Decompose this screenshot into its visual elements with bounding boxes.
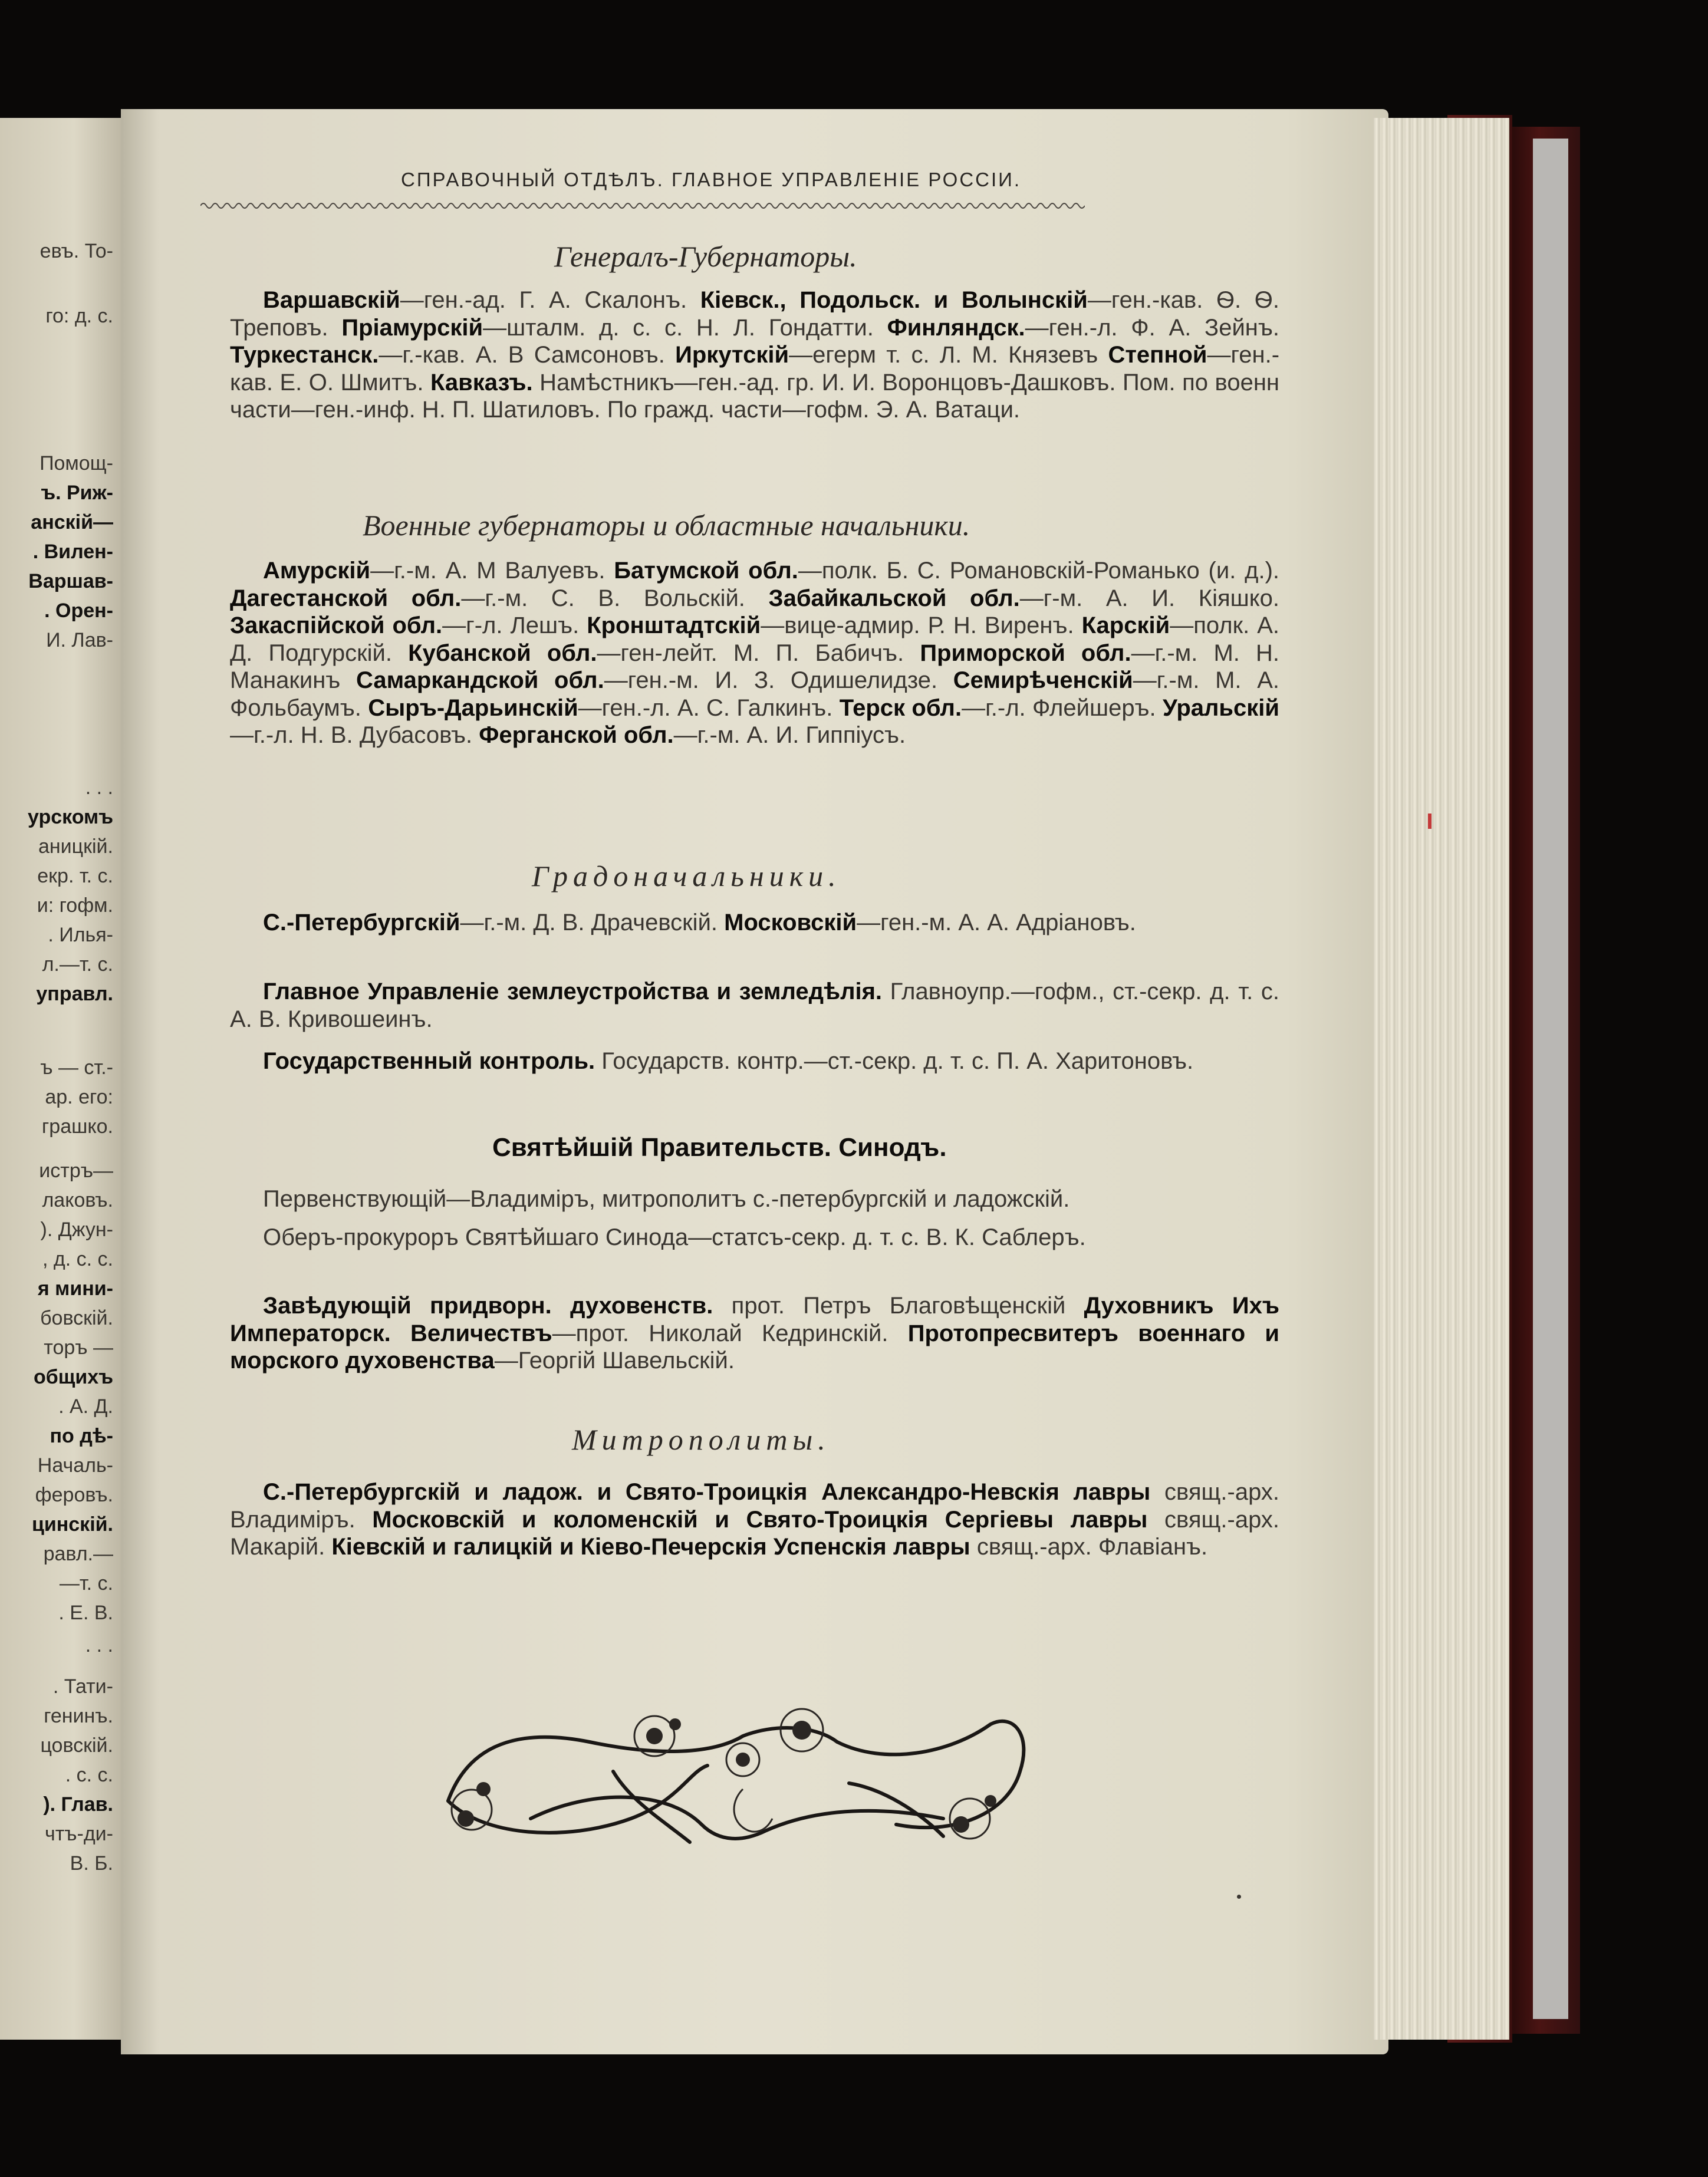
- bold-term: Главное Управленіе землеустройства и земледѣлія.: [263, 979, 883, 1004]
- left-page-line: анскій—: [31, 511, 113, 533]
- entry-text: —г.-л. Н. В. Дубасовъ.: [230, 722, 479, 748]
- left-page-line: , д. с. с.: [42, 1248, 113, 1270]
- bold-term: Забайкальской обл.: [768, 585, 1020, 611]
- military-governors-heading: Военные губернаторы и областные начальники.: [363, 509, 970, 542]
- land-management-paragraph: [230, 978, 1279, 1033]
- left-page-line: ). Джун-: [40, 1218, 113, 1241]
- left-page-line: . А. Д.: [58, 1395, 113, 1418]
- left-page-line: Помощ-: [40, 452, 113, 475]
- entry-text: Намѣстникъ—ген.-ад. гр. И. И. Воронцовъ-Дашковъ. Пом. по военн части—ген.-инф. Н. П. Шатиловъ. По гражд. части—гофм. Э. А. Ватаци.: [230, 369, 1280, 423]
- bold-term: Завѣдующій придворн. духовенств.: [263, 1293, 713, 1319]
- metropolitans-paragraph: [230, 1478, 1279, 1561]
- left-page-line: . . .: [85, 1634, 113, 1656]
- left-page-line: И. Лав-: [46, 629, 113, 651]
- running-header: СПРАВОЧНЫЙ ОТДѢЛЪ. ГЛАВНОЕ УПРАВЛЕНІЕ РОССІИ.: [401, 169, 1022, 190]
- left-page-line: аницкій.: [38, 835, 113, 858]
- left-page-line: —т. с.: [59, 1572, 113, 1595]
- left-page-line: го: д. с.: [45, 305, 113, 327]
- left-page-line: истръ—: [39, 1160, 113, 1182]
- bold-term: Духовникъ Ихъ Императорск. Величествъ: [230, 1293, 1280, 1346]
- gradonachalniki-heading: Градоначальники.: [532, 859, 841, 892]
- entry-text: —шталм. д. с. с. Н. Л. Гондатти.: [483, 314, 887, 341]
- bold-term: Терск обл.: [839, 694, 962, 721]
- entry-text: —ген.-кав. Е. О. Шмитъ.: [230, 342, 1280, 396]
- bold-term: Московскій: [724, 910, 857, 936]
- bold-term: Протопресвитеръ военнаго и морского духовенства: [230, 1320, 1280, 1374]
- bold-term: Кубанской обл.: [408, 640, 597, 666]
- bold-term: Туркестанск.: [230, 342, 379, 368]
- clergy-paragraph: [230, 1292, 1279, 1375]
- governors-paragraph: [230, 286, 1279, 424]
- entry-text: —г.-м. М. А. Фольбаумъ.: [230, 667, 1279, 721]
- bold-term: Дагестанской обл.: [230, 585, 462, 611]
- entry-text: —егерм т. с. Л. М. Князевъ: [789, 342, 1108, 368]
- left-page-line: . Тати-: [52, 1675, 113, 1698]
- entry-text: —ген-лейт. М. П. Бабичъ.: [597, 640, 920, 666]
- state-control-paragraph: [230, 1048, 1279, 1075]
- left-page-line: лаковъ.: [42, 1189, 113, 1211]
- bold-term: Кронштадтскій: [587, 612, 761, 638]
- bold-term: Закаспійской обл.: [230, 612, 443, 638]
- left-page-line: феровъ.: [35, 1484, 113, 1506]
- entry-text: —прот. Николай Кедринскій.: [552, 1320, 908, 1346]
- bold-term: Сыръ-Дарьинскій: [368, 694, 578, 721]
- synod-first-text: Первенствующій—Владиміръ, митрополитъ с.-петербургскій и ладожскій.: [263, 1186, 1070, 1212]
- synod-procurator: [230, 1224, 1279, 1251]
- left-page-line: ар. его:: [45, 1086, 113, 1108]
- bold-term: Семирѣченскій: [953, 667, 1133, 693]
- gradonachalniki-paragraph: [230, 909, 1279, 937]
- left-page-line: Варшав-: [28, 570, 113, 592]
- entry-text: —г.-м. Д. В. Драчевскій.: [460, 910, 725, 936]
- left-page-line: . Илья-: [48, 924, 113, 946]
- left-page-fragment: [0, 118, 124, 2040]
- entry-text: —полк. Б. С. Романовскій-Романько (и. д.).: [798, 558, 1279, 584]
- left-page-line: . Вилен-: [32, 541, 113, 563]
- bold-term: Иркутскій: [675, 342, 789, 368]
- entry-text: прот. Петръ Благовѣщенскій: [713, 1293, 1084, 1319]
- military-governors-paragraph: [230, 557, 1279, 749]
- entry-text: —г.-м. А. И. Гиппіусъ.: [673, 722, 906, 748]
- bold-term: Московскій и коломенскій и Свято-Троицкія Сергіевы лавры: [372, 1506, 1148, 1533]
- metropolitans-heading: Митрополиты.: [572, 1423, 831, 1456]
- left-page-line: цовскій.: [40, 1734, 113, 1757]
- cover-sheet: [1533, 139, 1568, 2019]
- left-page-line: ъ — ст.-: [40, 1056, 113, 1079]
- left-page-line: . Е. В.: [58, 1602, 113, 1624]
- bold-term: Финляндск.: [887, 314, 1025, 341]
- entry-text: Государств. контр.—ст.-секр. д. т. с. П. А. Харитоновъ.: [595, 1048, 1194, 1074]
- bold-term: Государственный контроль.: [263, 1048, 595, 1074]
- bold-term: Карскій: [1081, 612, 1170, 638]
- left-page-line: чтъ-ди-: [44, 1823, 113, 1845]
- governors-heading: Генералъ-Губернаторы.: [554, 240, 857, 273]
- entry-text: свящ.-арх. Флавіанъ.: [970, 1534, 1208, 1560]
- page-speck: [1237, 1895, 1241, 1899]
- entry-text: Главноупр.—гофм., ст.-секр. д. т. с. А. В. Кривошеинъ.: [230, 979, 1279, 1032]
- left-page-line: равл.—: [43, 1543, 113, 1565]
- left-page-line: цинскій.: [31, 1513, 113, 1536]
- floral-vignette-ornament: [436, 1701, 1038, 1854]
- bold-term: Кіевск., Подольск. и Волынскій: [700, 287, 1088, 313]
- entry-text: —г-л. Лешъ.: [442, 612, 587, 638]
- entry-text: —г.-м. М. Н. Манакинъ: [230, 640, 1280, 693]
- entry-text: —ген.-л. Ф. А. Зейнъ.: [1025, 314, 1280, 341]
- left-page-line: общихъ: [33, 1366, 113, 1388]
- bold-term: Пріамурскій: [341, 314, 483, 341]
- bold-term: Варшавскій: [263, 287, 400, 313]
- left-page-line: . . .: [85, 776, 113, 799]
- bold-term: Степной: [1108, 342, 1207, 368]
- left-page-line: . с. с.: [65, 1764, 113, 1786]
- entry-text: —Георгій Шавельскій.: [494, 1348, 735, 1374]
- left-page-line: управл.: [36, 983, 113, 1005]
- synod-heading: Святѣйшій Правительств. Синодъ.: [492, 1133, 947, 1162]
- left-page-line: я мини-: [37, 1277, 113, 1300]
- entry-text: —г.-м. А. М Валуевъ.: [370, 558, 614, 584]
- entry-text: —ген.-кав. Ѳ. Ѳ. Треповъ.: [230, 287, 1279, 341]
- left-page-line: бовскій.: [40, 1307, 113, 1329]
- bold-term: Кавказъ.: [430, 369, 533, 396]
- left-page-line: по дѣ-: [50, 1425, 113, 1447]
- entry-text: —полк. А. Д. Подгурскій.: [230, 612, 1279, 666]
- entry-text: —ген.-л. А. С. Галкинъ.: [578, 694, 840, 721]
- left-page-line: евъ. То-: [40, 240, 113, 262]
- bold-term: Ферганской обл.: [479, 722, 674, 748]
- header-rule: [200, 197, 1085, 214]
- left-page-line: екр. т. с.: [37, 865, 113, 887]
- entry-text: свящ.-арх. Макарій.: [230, 1506, 1279, 1560]
- left-page-line: ). Глав.: [43, 1793, 113, 1816]
- entry-text: свящ.-арх. Владиміръ.: [230, 1479, 1280, 1533]
- entry-text: —ген.-м. И. З. Одишелидзе.: [604, 667, 953, 693]
- bold-term: Уральскій: [1162, 694, 1279, 721]
- entry-text: —ген.-м. А. А. Адріановъ.: [857, 910, 1136, 936]
- left-page-line: генинъ.: [44, 1705, 113, 1727]
- bold-term: Амурскій: [263, 558, 371, 584]
- left-page-line: торъ —: [44, 1336, 113, 1359]
- left-page-line: ъ. Риж-: [41, 482, 113, 504]
- entry-text: —ген.-ад. Г. А. Скалонъ.: [400, 287, 700, 313]
- entry-text: —вице-адмир. Р. Н. Виренъ.: [761, 612, 1082, 638]
- left-page-line: урскомъ: [28, 806, 113, 828]
- left-page-line: л.—т. с.: [42, 953, 113, 976]
- left-page-line: грашко.: [41, 1115, 113, 1138]
- bold-term: Приморской обл.: [920, 640, 1131, 666]
- left-page-line: Началь-: [37, 1454, 113, 1477]
- entry-text: —г.-л. Флейшеръ.: [962, 694, 1163, 721]
- synod-first-member: [230, 1185, 1279, 1213]
- left-page-line: В. Б.: [70, 1852, 113, 1875]
- page-edges: [1374, 118, 1509, 2040]
- left-page-line: . Орен-: [44, 600, 113, 622]
- bold-term: Кіевскій и галицкій и Кіево-Печерскія Успенскія лавры: [331, 1534, 970, 1560]
- bookmark-ribbon: [1428, 814, 1431, 829]
- entry-text: —г.-кав. А. В Самсоновъ.: [379, 342, 676, 368]
- bold-term: С.-Петербургскій и ладож. и Свято-Троицкія Александро-Невскія лавры: [263, 1479, 1151, 1505]
- entry-text: —г.-м. С. В. Вольскій.: [461, 585, 769, 611]
- left-page-line: и: гофм.: [37, 894, 113, 917]
- entry-text: —г-м. А. И. Кіяшко.: [1019, 585, 1280, 611]
- bold-term: С.-Петербургскій: [263, 910, 460, 936]
- bold-term: Батумской обл.: [614, 558, 798, 584]
- synod-procurator-text: Оберъ-прокуроръ Святѣйшаго Синода—статсъ-секр. д. т. с. В. К. Саблеръ.: [263, 1224, 1086, 1250]
- bold-term: Самаркандской обл.: [356, 667, 604, 693]
